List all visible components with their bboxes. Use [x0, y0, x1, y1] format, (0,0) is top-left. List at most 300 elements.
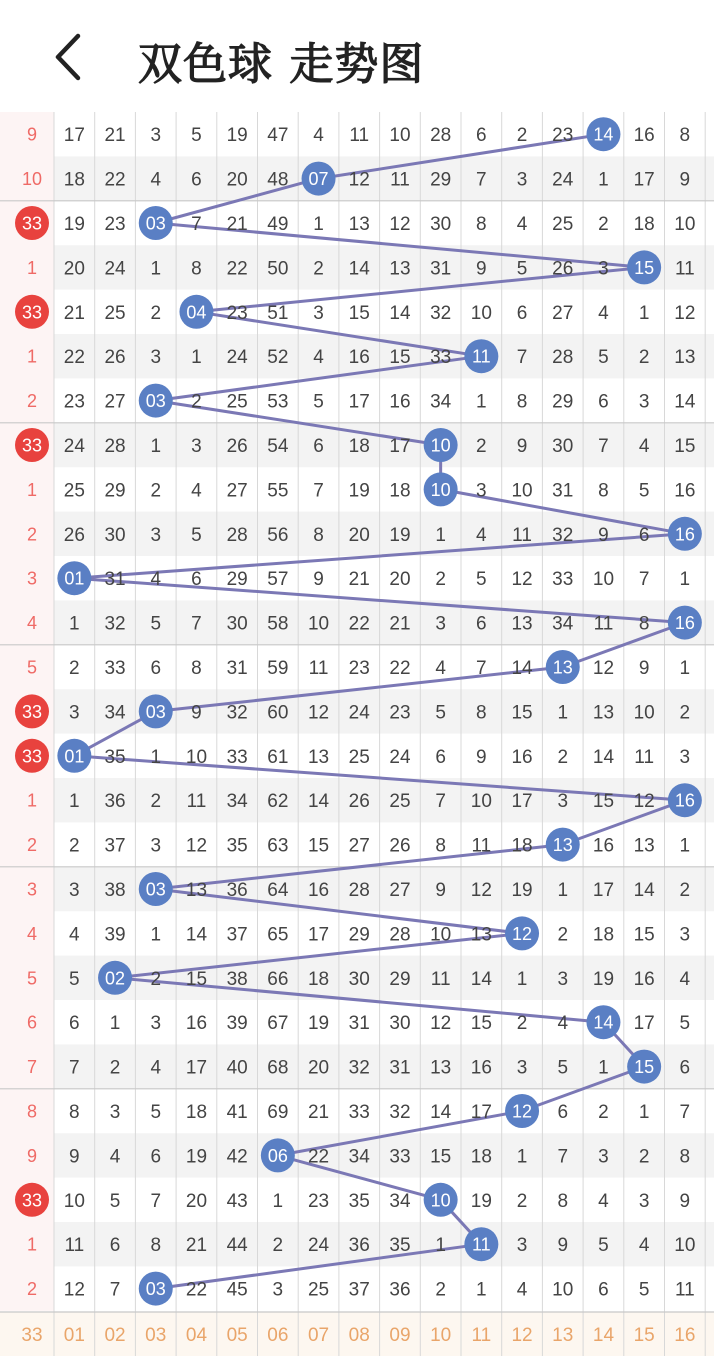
- miss-cell: 18: [307, 968, 330, 990]
- miss-cell: 15: [511, 702, 533, 724]
- miss-cell: 31: [226, 658, 248, 679]
- miss-cell: 9: [638, 658, 650, 679]
- miss-cell: 5: [150, 613, 162, 635]
- miss-cell: 7: [191, 214, 202, 235]
- miss-cell: 1: [313, 214, 324, 235]
- miss-cell: 4: [435, 658, 446, 679]
- miss-cell: 66: [267, 968, 289, 990]
- miss-cell: 18: [63, 169, 85, 191]
- miss-cell: 2: [272, 1235, 284, 1257]
- miss-cell: 11: [512, 524, 532, 546]
- miss-cell: 25: [226, 391, 248, 413]
- miss-cell: 9: [679, 169, 691, 191]
- miss-cell: 12: [348, 169, 370, 191]
- miss-cell: 52: [267, 347, 289, 369]
- miss-cell: 13: [389, 258, 411, 280]
- miss-cell: 7: [150, 1190, 162, 1212]
- miss-cell: 34: [552, 613, 574, 635]
- miss-count: 2: [26, 524, 38, 545]
- miss-cell: 38: [226, 968, 248, 990]
- miss-cell: 5: [598, 347, 609, 369]
- miss-cell: 14: [674, 391, 696, 413]
- miss-cell: 10: [389, 125, 411, 147]
- miss-cell: 1: [598, 1057, 609, 1079]
- miss-cell: 8: [638, 613, 650, 635]
- miss-cell: 6: [476, 125, 487, 147]
- miss-cell: 17: [633, 169, 655, 191]
- miss-cell: 4: [150, 569, 162, 591]
- miss-cell: 15: [470, 1013, 492, 1035]
- miss-cell: 32: [552, 524, 574, 546]
- miss-cell: 17: [63, 125, 85, 147]
- miss-cell: 16: [470, 1057, 492, 1079]
- miss-cell: 41: [226, 1102, 248, 1123]
- miss-cell: 1: [150, 436, 162, 457]
- miss-cell: 3: [476, 480, 487, 502]
- miss-cell: 13: [592, 702, 615, 724]
- miss-cell: 23: [552, 125, 574, 147]
- miss-cell: 28: [389, 924, 411, 946]
- miss-cell: 5: [516, 258, 528, 280]
- miss-cell: 4: [313, 347, 324, 369]
- miss-cell: 15: [307, 835, 330, 857]
- miss-cell: 36: [104, 791, 126, 813]
- miss-cell: 36: [389, 1279, 411, 1301]
- miss-cell: 2: [598, 1102, 609, 1123]
- miss-cell: 6: [313, 436, 324, 457]
- miss-count: 3: [26, 568, 38, 589]
- miss-cell: 11: [471, 835, 492, 857]
- miss-cell: 39: [226, 1013, 248, 1035]
- miss-cell: 5: [638, 1279, 650, 1301]
- miss-count: 1: [26, 479, 38, 500]
- miss-cell: 21: [104, 125, 126, 147]
- miss-cell: 30: [430, 214, 452, 235]
- miss-cell: 19: [592, 968, 615, 990]
- miss-cell: 4: [516, 214, 528, 235]
- miss-cell: 33: [552, 569, 574, 591]
- footer-number-label: 01: [63, 1325, 85, 1346]
- miss-cell: 8: [679, 125, 691, 147]
- miss-cell: 3: [150, 1013, 162, 1035]
- miss-cell: 17: [592, 880, 615, 901]
- back-button[interactable]: [40, 22, 100, 92]
- miss-count: 2: [26, 1279, 38, 1300]
- miss-count: 4: [26, 923, 38, 944]
- miss-cell: 29: [104, 480, 126, 502]
- miss-cell: 22: [348, 613, 370, 635]
- miss-cell: 20: [226, 169, 248, 191]
- miss-cell: 17: [511, 791, 533, 813]
- miss-count: 10: [21, 169, 43, 190]
- footer-number-label: 10: [430, 1325, 452, 1346]
- miss-cell: 11: [593, 613, 614, 635]
- miss-cell: 12: [592, 658, 615, 679]
- miss-cell: 26: [552, 258, 574, 280]
- miss-cell: 17: [470, 1102, 492, 1123]
- miss-cell: 29: [389, 968, 411, 990]
- miss-cell: 26: [348, 791, 370, 813]
- miss-cell: 2: [313, 258, 324, 280]
- blue-ball-label: 03: [145, 213, 166, 234]
- miss-cell: 17: [185, 1057, 208, 1079]
- blue-ball-label: 06: [267, 1145, 288, 1166]
- miss-cell: 19: [470, 1190, 492, 1212]
- miss-cell: 1: [109, 1013, 121, 1035]
- miss-cell: 9: [313, 569, 324, 591]
- miss-cell: 20: [63, 258, 85, 280]
- miss-cell: 8: [191, 658, 202, 679]
- blue-ball-label: 13: [552, 835, 573, 856]
- miss-cell: 33: [389, 1146, 411, 1168]
- miss-cell: 3: [679, 746, 691, 768]
- miss-cell: 34: [389, 1190, 411, 1212]
- miss-cell: 25: [63, 480, 85, 502]
- miss-cell: 1: [69, 613, 80, 635]
- miss-cell: 16: [674, 480, 696, 502]
- miss-cell: 24: [552, 169, 574, 191]
- red-ball-label: 33: [21, 746, 43, 767]
- miss-cell: 2: [69, 658, 80, 679]
- miss-cell: 1: [516, 968, 528, 990]
- miss-cell: 26: [104, 347, 126, 369]
- miss-cell: 18: [470, 1146, 492, 1168]
- miss-cell: 1: [679, 835, 691, 857]
- miss-cell: 30: [552, 436, 574, 457]
- miss-cell: 35: [104, 746, 126, 768]
- miss-cell: 3: [638, 1190, 650, 1212]
- footer-number-label: 05: [226, 1325, 248, 1346]
- miss-cell: 1: [435, 524, 446, 546]
- miss-cell: 2: [191, 391, 202, 413]
- blue-ball-label: 03: [145, 701, 166, 722]
- grid-background: [0, 112, 714, 1356]
- miss-cell: 15: [633, 924, 655, 946]
- miss-cell: 12: [633, 791, 655, 813]
- miss-cell: 65: [267, 924, 289, 946]
- miss-cell: 2: [150, 480, 162, 502]
- miss-cell: 24: [348, 702, 370, 724]
- blue-ball-label: 07: [308, 169, 329, 190]
- miss-cell: 3: [150, 347, 162, 369]
- miss-cell: 21: [185, 1235, 208, 1257]
- miss-cell: 4: [476, 524, 487, 546]
- miss-cell: 22: [307, 1146, 330, 1168]
- blue-ball-label: 11: [472, 346, 491, 367]
- miss-count: 7: [26, 1057, 38, 1078]
- miss-cell: 8: [476, 702, 487, 724]
- miss-cell: 45: [226, 1279, 248, 1301]
- miss-cell: 24: [63, 436, 85, 457]
- miss-cell: 28: [430, 125, 452, 147]
- miss-cell: 5: [557, 1057, 569, 1079]
- miss-cell: 21: [63, 302, 85, 324]
- miss-cell: 28: [104, 436, 126, 457]
- miss-cell: 10: [674, 214, 696, 235]
- miss-cell: 27: [389, 880, 411, 901]
- blue-ball-label: 15: [634, 1057, 655, 1078]
- miss-cell: 23: [104, 214, 126, 235]
- miss-cell: 24: [307, 1235, 330, 1257]
- miss-cell: 37: [104, 835, 126, 857]
- miss-cell: 8: [191, 258, 202, 280]
- miss-cell: 1: [191, 347, 202, 369]
- miss-cell: 13: [185, 880, 208, 901]
- miss-cell: 37: [226, 924, 248, 946]
- blue-ball-label: 10: [430, 1190, 451, 1211]
- miss-count: 1: [26, 790, 38, 811]
- miss-cell: 1: [638, 1102, 650, 1123]
- footer-number-label: 12: [511, 1325, 533, 1346]
- miss-cell: 16: [389, 391, 411, 413]
- red-ball-label: 33: [21, 701, 43, 722]
- miss-cell: 3: [679, 924, 691, 946]
- miss-cell: 33: [348, 1102, 370, 1123]
- miss-cell: 1: [150, 924, 162, 946]
- miss-cell: 18: [633, 214, 655, 235]
- miss-cell: 2: [638, 347, 650, 369]
- blue-ball-label: 02: [105, 968, 126, 989]
- miss-count: 1: [26, 1234, 38, 1255]
- miss-cell: 16: [307, 880, 330, 901]
- footer-number-label: 14: [592, 1325, 615, 1346]
- miss-cell: 3: [435, 613, 446, 635]
- miss-cell: 19: [185, 1146, 208, 1168]
- miss-cell: 28: [348, 880, 370, 901]
- miss-cell: 1: [638, 302, 650, 324]
- miss-cell: 5: [191, 524, 202, 546]
- miss-cell: 44: [226, 1235, 248, 1257]
- miss-cell: 8: [476, 214, 487, 235]
- miss-cell: 6: [638, 524, 650, 546]
- miss-cell: 10: [674, 1235, 696, 1257]
- miss-cell: 11: [390, 169, 410, 191]
- miss-cell: 32: [226, 702, 248, 724]
- blue-ball-label: 10: [430, 479, 451, 500]
- miss-cell: 23: [226, 302, 248, 324]
- miss-cell: 2: [638, 1146, 650, 1168]
- miss-cell: 17: [307, 924, 330, 946]
- miss-count: 9: [26, 124, 38, 145]
- miss-cell: 29: [226, 569, 248, 591]
- miss-cell: 8: [150, 1235, 162, 1257]
- miss-cell: 20: [389, 569, 411, 591]
- footer-number-label: 15: [633, 1325, 655, 1346]
- miss-cell: 14: [633, 880, 655, 901]
- miss-count: 4: [26, 613, 38, 634]
- miss-cell: 20: [348, 524, 370, 546]
- blue-ball-label: 15: [634, 257, 655, 278]
- miss-cell: 28: [552, 347, 574, 369]
- miss-cell: 49: [267, 214, 289, 235]
- miss-cell: 6: [516, 302, 528, 324]
- miss-cell: 33: [226, 746, 248, 768]
- miss-cell: 11: [674, 1279, 695, 1301]
- miss-cell: 4: [638, 1235, 650, 1257]
- miss-cell: 3: [516, 1235, 528, 1257]
- footer-number-label: 06: [267, 1325, 289, 1346]
- miss-count: 5: [26, 657, 38, 678]
- miss-cell: 10: [470, 791, 492, 813]
- miss-cell: 35: [226, 835, 248, 857]
- miss-cell: 9: [679, 1190, 691, 1212]
- miss-cell: 6: [435, 746, 446, 768]
- miss-cell: 3: [109, 1102, 121, 1123]
- miss-count: 2: [26, 391, 38, 412]
- miss-cell: 20: [307, 1057, 330, 1079]
- footer-number-label: 16: [674, 1325, 696, 1346]
- miss-cell: 9: [476, 746, 487, 768]
- miss-cell: 32: [389, 1102, 411, 1123]
- miss-cell: 6: [191, 169, 202, 191]
- miss-cell: 7: [109, 1279, 121, 1301]
- miss-cell: 2: [435, 569, 446, 591]
- miss-cell: 6: [598, 391, 609, 413]
- miss-cell: 15: [592, 791, 615, 813]
- top-bar: [0, 0, 714, 110]
- blue-ball-label: 10: [430, 435, 451, 456]
- miss-cell: 11: [674, 258, 695, 280]
- miss-cell: 5: [679, 1013, 691, 1035]
- miss-cell: 4: [638, 436, 650, 457]
- miss-cell: 14: [185, 924, 208, 946]
- miss-cell: 4: [191, 480, 202, 502]
- miss-cell: 15: [674, 436, 696, 457]
- miss-cell: 35: [348, 1190, 370, 1212]
- miss-cell: 8: [679, 1146, 691, 1168]
- miss-cell: 6: [109, 1235, 121, 1257]
- blue-ball-label: 03: [145, 1279, 166, 1300]
- blue-ball-label: 16: [674, 524, 695, 545]
- miss-cell: 2: [598, 214, 609, 235]
- miss-cell: 69: [267, 1102, 289, 1123]
- miss-cell: 21: [226, 214, 248, 235]
- miss-cell: 16: [511, 746, 533, 768]
- miss-cell: 14: [470, 968, 492, 990]
- red-ball-label: 33: [21, 302, 43, 323]
- miss-cell: 7: [598, 436, 609, 457]
- miss-cell: 42: [226, 1146, 248, 1168]
- miss-cell: 68: [267, 1057, 289, 1079]
- miss-cell: 31: [430, 258, 452, 280]
- miss-cell: 3: [69, 880, 80, 901]
- miss-cell: 62: [267, 791, 289, 813]
- miss-cell: 3: [516, 169, 528, 191]
- footer-number-label: 13: [552, 1325, 574, 1346]
- miss-cell: 13: [470, 924, 492, 946]
- footer-number-label: 07: [307, 1325, 330, 1346]
- miss-cell: 7: [69, 1057, 80, 1079]
- miss-cell: 58: [267, 613, 289, 635]
- miss-cell: 2: [69, 835, 80, 857]
- miss-cell: 32: [104, 613, 126, 635]
- miss-cell: 6: [191, 569, 202, 591]
- miss-cell: 1: [557, 702, 569, 724]
- miss-cell: 5: [150, 1102, 162, 1123]
- miss-cell: 13: [348, 214, 370, 235]
- miss-cell: 34: [430, 391, 452, 413]
- miss-cell: 1: [679, 569, 691, 591]
- blue-ball-label: 03: [145, 879, 166, 900]
- miss-cell: 23: [389, 702, 411, 724]
- miss-cell: 12: [470, 880, 492, 901]
- miss-cell: 47: [267, 125, 289, 147]
- miss-cell: 9: [598, 524, 609, 546]
- miss-cell: 6: [150, 658, 162, 679]
- miss-cell: 7: [557, 1146, 569, 1168]
- miss-cell: 35: [389, 1235, 411, 1257]
- miss-cell: 16: [633, 125, 655, 147]
- miss-cell: 9: [557, 1235, 569, 1257]
- miss-cell: 33: [104, 658, 126, 679]
- miss-count: 3: [26, 879, 38, 900]
- miss-cell: 67: [267, 1013, 289, 1035]
- miss-cell: 1: [150, 258, 162, 280]
- blue-ball-label: 13: [552, 657, 573, 678]
- miss-cell: 57: [267, 569, 289, 591]
- miss-cell: 13: [633, 835, 655, 857]
- miss-cell: 9: [476, 258, 487, 280]
- blue-ball-label: 04: [186, 302, 207, 323]
- miss-cell: 3: [598, 258, 609, 280]
- blue-ball-label: 12: [512, 923, 533, 944]
- miss-cell: 25: [104, 302, 126, 324]
- miss-cell: 22: [185, 1279, 208, 1301]
- miss-cell: 30: [348, 968, 370, 990]
- miss-cell: 21: [348, 569, 370, 591]
- miss-cell: 37: [348, 1279, 370, 1301]
- miss-cell: 6: [598, 1279, 609, 1301]
- miss-cell: 1: [272, 1190, 284, 1212]
- miss-cell: 29: [348, 924, 370, 946]
- blue-ball-label: 14: [593, 1012, 614, 1033]
- miss-cell: 13: [307, 746, 330, 768]
- miss-cell: 12: [674, 302, 696, 324]
- miss-cell: 1: [679, 658, 691, 679]
- miss-cell: 3: [313, 302, 324, 324]
- miss-cell: 4: [109, 1146, 121, 1168]
- miss-cell: 3: [69, 702, 80, 724]
- miss-cell: 61: [267, 746, 289, 768]
- blue-ball-label: 16: [674, 613, 695, 634]
- miss-cell: 29: [430, 169, 452, 191]
- miss-cell: 13: [430, 1057, 452, 1079]
- miss-cell: 19: [226, 125, 248, 147]
- miss-cell: 22: [226, 258, 248, 280]
- miss-count: 6: [26, 1012, 38, 1033]
- miss-count: 1: [26, 346, 38, 367]
- miss-cell: 14: [511, 658, 533, 679]
- miss-cell: 56: [267, 524, 289, 546]
- miss-cell: 18: [185, 1102, 208, 1123]
- miss-cell: 11: [430, 968, 451, 990]
- miss-cell: 23: [348, 658, 370, 679]
- miss-cell: 3: [150, 835, 162, 857]
- miss-cell: 60: [267, 702, 289, 724]
- miss-cell: 4: [313, 125, 324, 147]
- miss-cell: 14: [348, 258, 370, 280]
- miss-cell: 1: [69, 791, 80, 813]
- miss-cell: 30: [226, 613, 248, 635]
- miss-cell: 12: [389, 214, 411, 235]
- chevron-left-icon: [40, 22, 100, 92]
- miss-cell: 27: [552, 302, 574, 324]
- miss-cell: 14: [430, 1102, 452, 1123]
- miss-cell: 18: [389, 480, 411, 502]
- miss-cell: 16: [633, 968, 655, 990]
- miss-cell: 2: [435, 1279, 446, 1301]
- miss-cell: 3: [557, 791, 569, 813]
